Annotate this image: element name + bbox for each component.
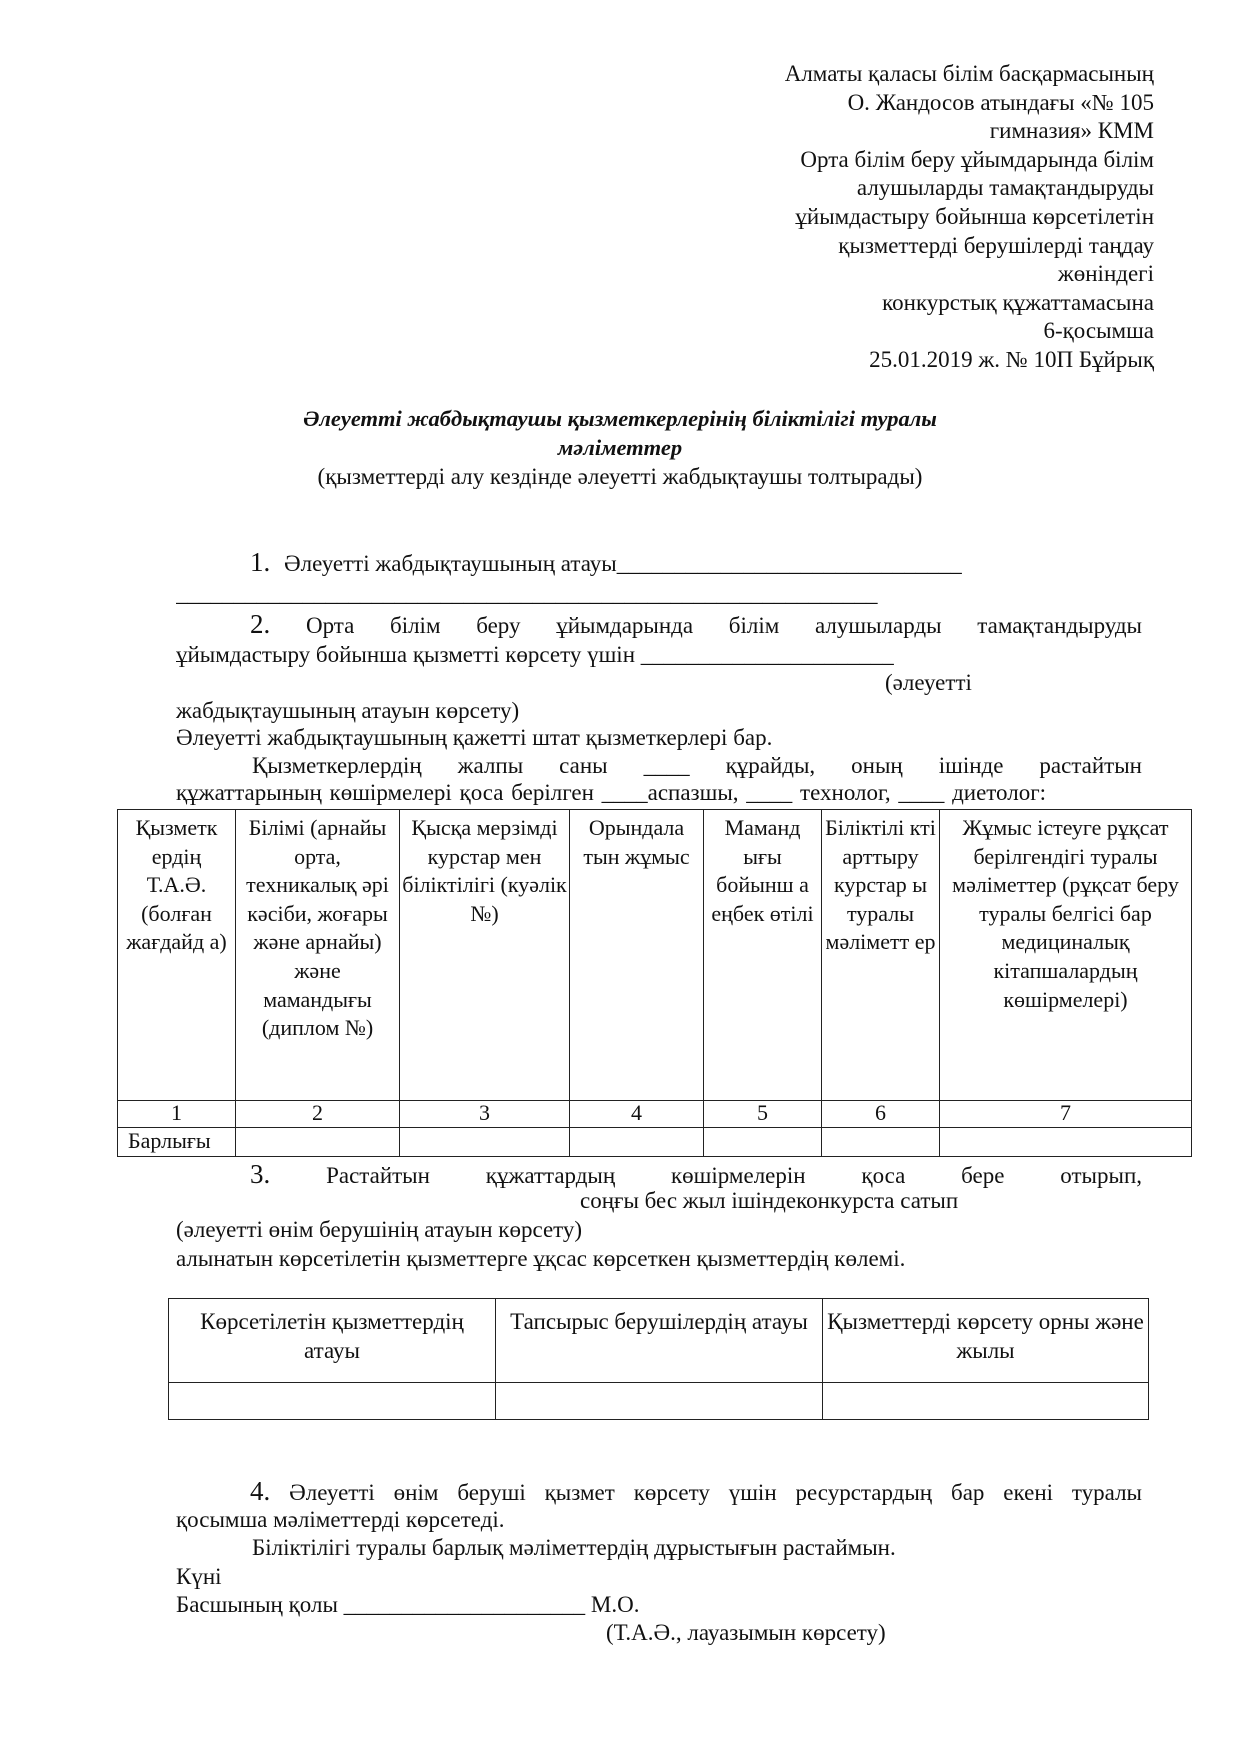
table-header-cell: Қызметтерді көрсету орны және жылы [823,1299,1149,1383]
section-3-line-4: алынатын көрсетілетін қызметтерге ұқсас көрсеткен қызметтердің көлемі. [176,1246,906,1271]
section-1-dash-line: _____________________________________________________________ [176,581,878,606]
table-header-cell: Тапсырыс берушілердің атауы [496,1299,823,1383]
document-title [0,404,1240,492]
table-cell[interactable] [169,1383,496,1420]
section-2-line-6: Қызметкерлердің жалпы саны ____ құрайды, оның ішінде растайтын [252,753,1142,778]
section-2-number: 2. [250,609,271,639]
table-cell[interactable] [236,1128,400,1157]
table-total-row [118,1128,1192,1157]
table-number-cell: 1 [118,1101,236,1128]
header-line: 25.01.2019 ж. № 10П Бұйрық [869,346,1154,372]
table-cell[interactable] [940,1128,1192,1157]
section-2-line-2: ұйымдастыру бойынша қызметті көрсету үшін ______________________ [176,642,894,667]
date-label: Күні [176,1564,222,1589]
table-number-cell: 2 [236,1101,400,1128]
table-number-cell: 3 [400,1101,570,1128]
title-subtitle: (қызметтерді алу кездінде әлеуетті жабдықтаушы толтырады) [317,464,923,489]
section-2-line-4: жабдықтаушының атауын көрсету) [176,698,520,723]
table-header-cell: Жұмыс істеуге рұқсат берілгендігі туралы мәліметтер (рұқсат беру туралы белгісі бар медициналық кітапшалардың көшірмелері) [940,810,1192,1101]
section-3-line-3: (әлеуетті өнім берушінің атауын көрсету) [176,1217,583,1242]
table-cell[interactable] [570,1128,704,1157]
section-3-line-1-text: Растайтын құжаттардың көшірмелерін қоса бере отырып, [326,1163,1143,1188]
section-2-line-1-text: Орта білім беру ұйымдарында білім алушыларды тамақтандыруды [305,613,1143,638]
table-number-cell: 5 [704,1101,822,1128]
table-row [169,1383,1149,1420]
section-2-line-7: құжаттарының көшірмелері қоса берілген ____аспазшы, ____ технолог, ____ диетолог: [176,780,1047,805]
table-header-cell: Маманд ығы бойынш а еңбек өтілі [704,810,822,1101]
table-header-cell: Білімі (арнайы орта, техникалық әрі кәсіби, жоғары және арнайы) және мамандығы (диплом №) [236,810,400,1101]
header-block [674,60,1154,375]
header-line: О. Жандосов атындағы «№ 105 [847,89,1154,115]
table-header-cell: Біліктілі кті арттыру курстар ы туралы мәліметт ер [822,810,940,1101]
section-1-text: Әлеуетті жабдықтаушының атауы______________________________ [284,551,962,576]
table-number-cell: 4 [570,1101,704,1128]
table-cell[interactable] [822,1128,940,1157]
header-line: қызметтерді берушілерді таңдау [838,232,1154,258]
header-line: Орта білім беру ұйымдарында білім [800,146,1154,172]
table-cell[interactable] [400,1128,570,1157]
table-header-cell: Қызметк ердің Т.А.Ә. (болған жағдайд а) [118,810,236,1101]
header-line: гимназия» КММ [989,118,1154,144]
section-3-line-1 [250,1160,1142,1190]
section-1-number: 1. [250,547,271,577]
signature-line: Басшының қолы _____________________ М.О. [176,1592,640,1617]
header-line: конкурстық құжаттамасына [882,289,1154,315]
section-4-line-3: Біліктілігі туралы барлық мәліметтердің дұрыстығын растаймын. [252,1535,896,1560]
section-4-number: 4. [250,1476,271,1506]
section-1 [250,548,962,578]
header-line: жөніндегі [1057,261,1154,287]
total-label: Барлығы [118,1128,236,1157]
section-2-line-3: (әлеуетті [885,670,972,695]
section-2-line-5: Әлеуетті жабдықтаушының қажетті штат қызметкерлері бар. [176,725,773,750]
staff-table [117,809,1192,1157]
table-header-cell: Орындала тын жұмыс [570,810,704,1101]
signature-note: (Т.А.Ә., лауазымын көрсету) [606,1620,886,1645]
table-header-row [118,810,1192,1101]
section-3-number: 3. [250,1159,271,1189]
header-line: 6-қосымша [1043,318,1154,344]
table-cell[interactable] [823,1383,1149,1420]
table-header-cell: Қысқа мерзімді курстар мен біліктілігі (куәлік №) [400,810,570,1101]
services-table [168,1298,1149,1420]
header-line: алушыларды тамақтандыруды [856,175,1154,201]
table-cell[interactable] [704,1128,822,1157]
section-3-line-2: соңғы бес жыл ішіндеконкурста сатып [580,1188,959,1213]
section-4-line-1-text: Әлеуетті өнім беруші қызмет көрсету үшін ресурстардың бар екені туралы [289,1480,1143,1505]
title-line-1: Әлеуетті жабдықтаушы қызметкерлерінің біліктілігі туралы [303,406,937,431]
table-header-row [169,1299,1149,1383]
section-4-line-2: қосымша мәліметтерді көрсетеді. [176,1507,505,1532]
title-line-2: мәліметтер [557,435,683,460]
table-number-row [118,1101,1192,1128]
section-2-line-1 [176,610,1142,640]
table-header-cell: Көрсетілетін қызметтердің атауы [169,1299,496,1383]
table-number-cell: 7 [940,1101,1192,1128]
header-line: Алматы қаласы білім басқармасының [784,61,1154,86]
table-cell[interactable] [496,1383,823,1420]
section-4-line-1 [250,1477,1142,1507]
header-line: ұйымдастыру бойынша көрсетілетін [795,203,1154,229]
table-number-cell: 6 [822,1101,940,1128]
